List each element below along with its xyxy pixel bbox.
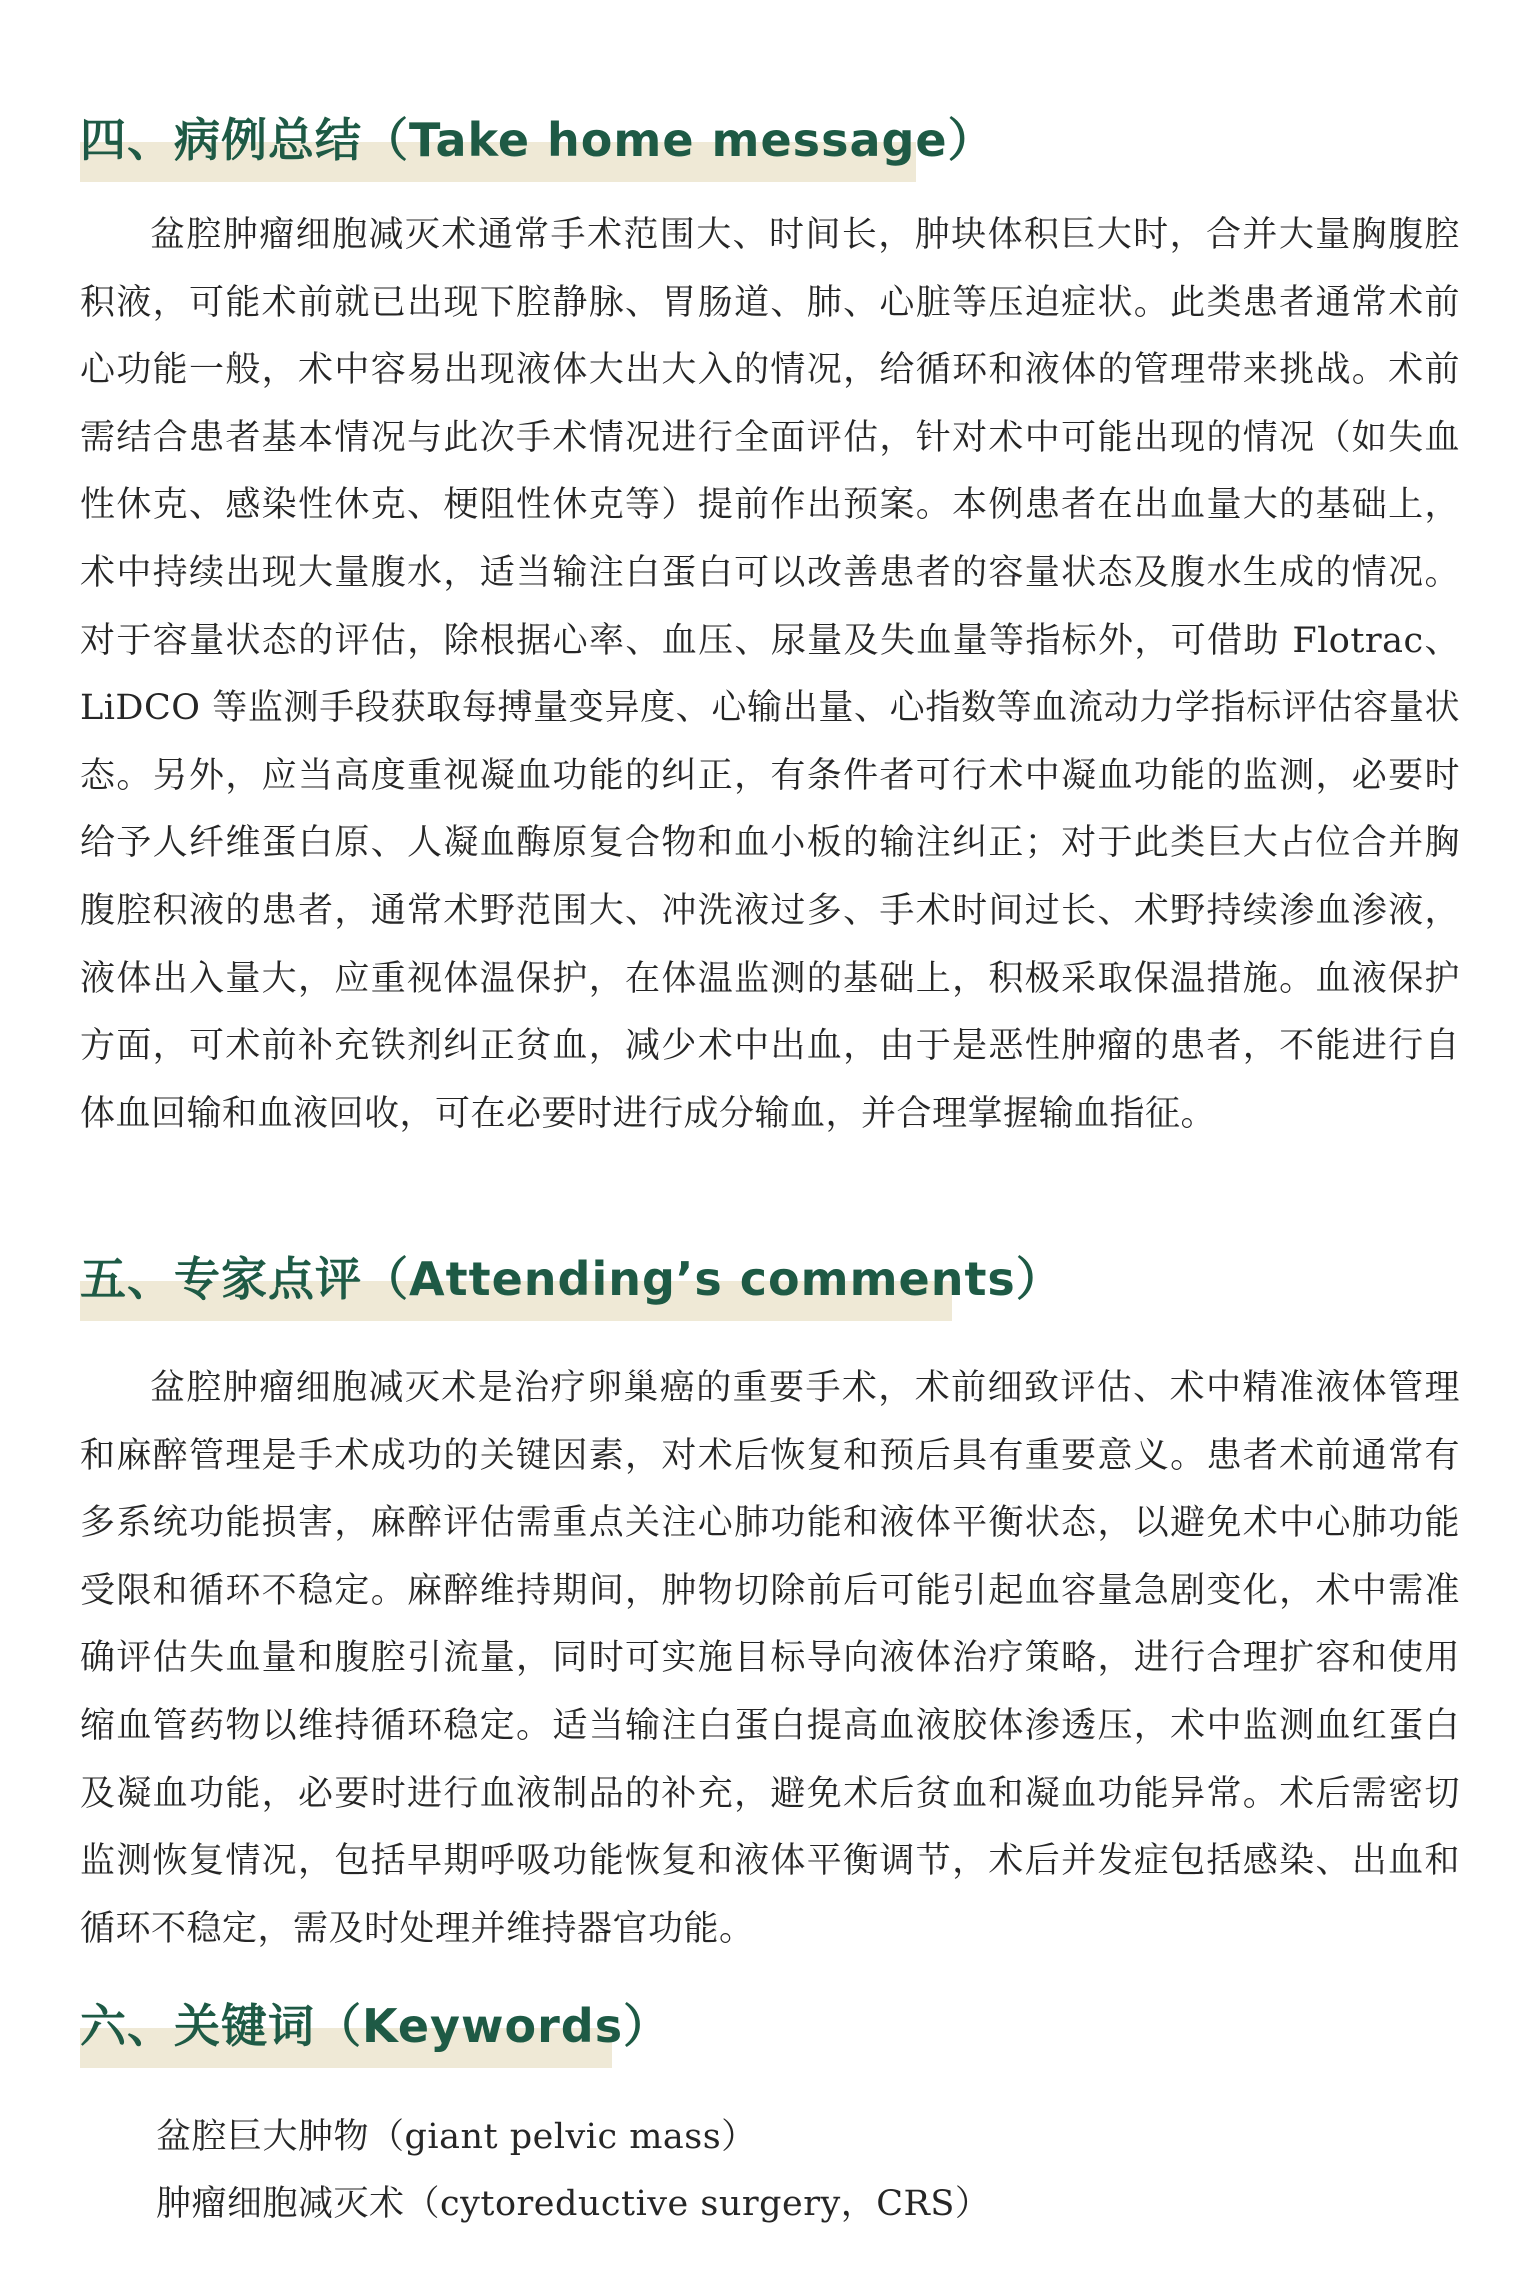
heading-text: 五、专家点评（Attending’s comments） bbox=[80, 1252, 1063, 1306]
keyword-item: 肿瘤细胞减灭术（cytoreductive surgery，CRS） bbox=[156, 2184, 991, 2224]
keyword-item: 盆腔巨大肿物（giant pelvic mass） bbox=[156, 2117, 757, 2157]
heading-text: 四、病例总结（Take home message） bbox=[80, 113, 995, 167]
take-home-paragraph: 盆腔肿瘤细胞减灭术通常手术范围大、时间长，肿块体积巨大时，合并大量胸腹腔积液，可能术前就已出现下腔静脉、胃肠道、肺、心脏等压迫症状。此类患者通常术前心功能一般，术中容易出现液体大出大入的情况，给循环和液体的管理带来挑战。术前需结合患者基本情况与此次手术情况进行全面评估，针对术中可能出现的情况（如失血性休克、感染性休克、梗阻性休克等）提前作出预案。本例患者在出血量大的基础上，术中持续出现大量腹水，适当输注白蛋白可以改善患者的容量状态及腹水生成的情况。对于容量状态的评估，除根据心率、血压、尿量及失血量等指标外，可借助 Flotrac、LiDCO 等监测手段获取每搏量变异度、心输出量、心指数等血流动力学指标评估容量状态。另外，应当高度重视凝血功能的纠正，有条件者可行术中凝血功能的监测，必要时给予人纤维蛋白原、人凝血酶原复合物和血小板的输注纠正；对于此类巨大占位合并胸腹腔积液的患者，通常术野范围大、冲洗液过多、手术时间过长、术野持续渗血渗液，液体出入量大，应重视体温保护，在体温监测的基础上，积极采取保温措施。血液保护方面，可术前补充铁剂纠正贫血，减少术中出血，由于是恶性肿瘤的患者，不能进行自体血回输和血液回收，可在必要时进行成分输血，并合理掌握输血指征。 bbox=[80, 215, 1460, 1134]
section-heading-attending-comments bbox=[80, 1247, 1085, 1311]
section-heading-keywords bbox=[80, 1994, 692, 2058]
attending-comments-paragraph: 盆腔肿瘤细胞减灭术是治疗卵巢癌的重要手术，术前细致评估、术中精准液体管理和麻醉管理是手术成功的关键因素，对术后恢复和预后具有重要意义。患者术前通常有多系统功能损害，麻醉评估需重点关注心肺功能和液体平衡状态，以避免术中心肺功能受限和循环不稳定。麻醉维持期间，肿物切除前后可能引起血容量急剧变化，术中需准确评估失血量和腹腔引流量，同时可实施目标导向液体治疗策略，进行合理扩容和使用缩血管药物以维持循环稳定。适当输注白蛋白提高血液胶体渗透压，术中监测血红蛋白及凝血功能，必要时进行血液制品的补充，避免术后贫血和凝血功能异常。术后需密切监测恢复情况，包括早期呼吸功能恢复和液体平衡调节，术后并发症包括感染、出血和循环不稳定，需及时处理并维持器官功能。 bbox=[80, 1368, 1460, 1949]
heading-text: 六、关键词（Keywords） bbox=[80, 1999, 671, 2053]
section-heading-take-home bbox=[80, 108, 1017, 172]
